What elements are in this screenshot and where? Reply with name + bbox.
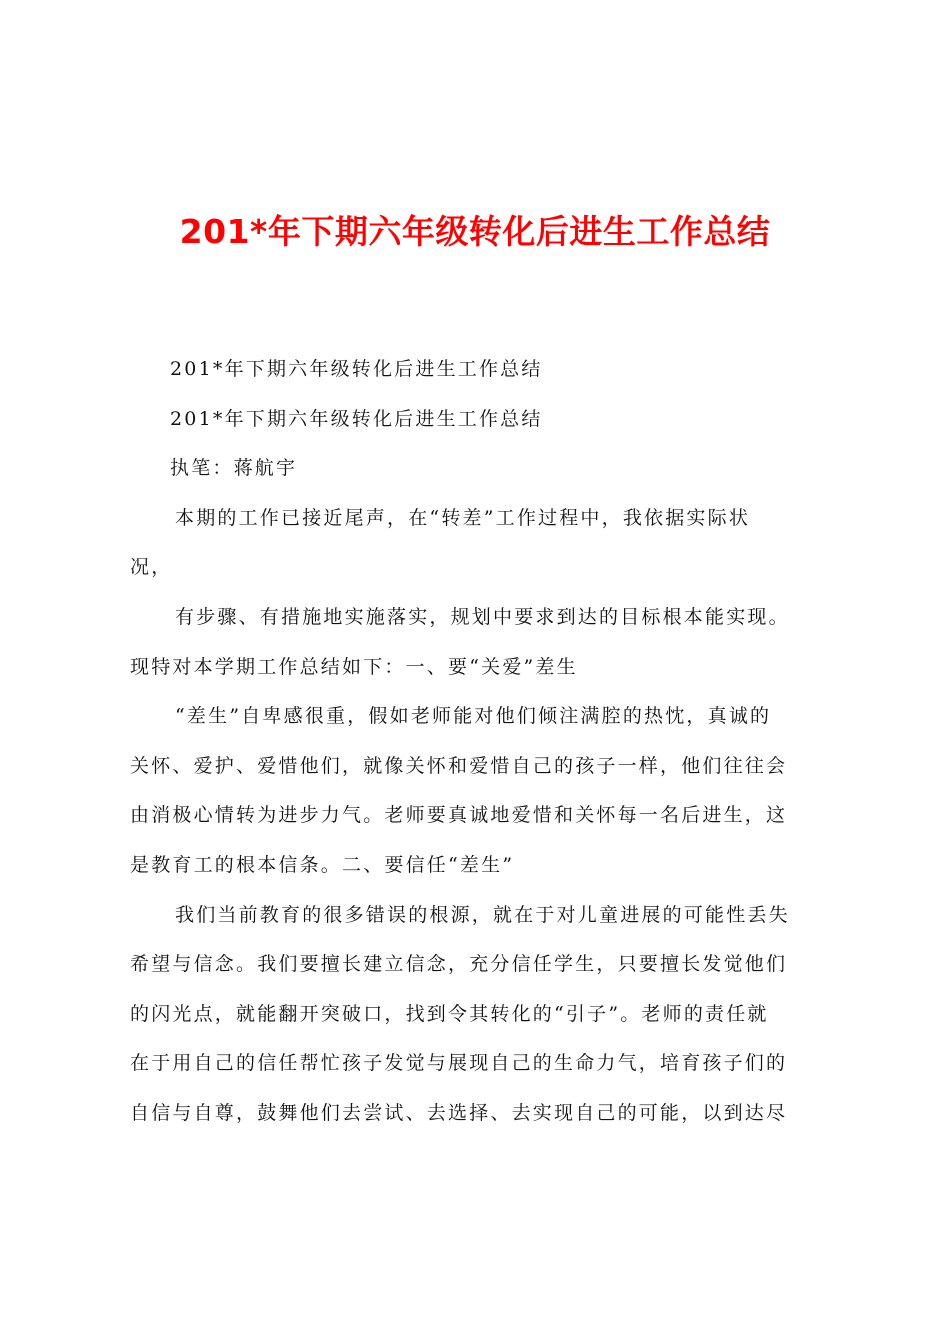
body-line: 况，: [130, 556, 173, 579]
document-body: [130, 345, 830, 1139]
body-line: 我们当前教育的很多错误的根源，就在于对儿童进展的可能性丢失: [175, 903, 790, 926]
body-line: 希望与信念。我们要擅长建立信念，充分信任学生，只要擅长发觉他们: [130, 953, 788, 976]
body-line: 由消极心情转为进步力气。老师要真诚地爱惜和关怀每一名后进生，这: [130, 804, 788, 827]
body-line-heading-2: 201*年下期六年级转化后进生工作总结: [170, 407, 543, 430]
body-line-author: 执笔：蒋航宇: [170, 457, 298, 480]
body-line: 在于用自己的信任帮忙孩子发觉与展现自己的生命力气，培育孩子们的: [130, 1052, 788, 1075]
body-line: 的闪光点，就能翻开突破口，找到令其转化的“引子”。老师的责任就: [130, 1002, 769, 1025]
body-line: 是教育工的根本信条。二、要信任“差生”: [130, 853, 515, 876]
body-line: 有步骤、有措施地实施落实，规划中要求到达的目标根本能实现。: [175, 605, 790, 628]
body-line: 关怀、爱护、爱惜他们，就像关怀和爱惜自己的孩子一样，他们往往会: [130, 754, 788, 777]
body-line: 本期的工作已接近尾声，在“转差”工作过程中，我依据实际状: [175, 506, 751, 529]
body-line: 现特对本学期工作总结如下：一、要“关爱”差生: [130, 655, 578, 678]
body-line-heading-1: 201*年下期六年级转化后进生工作总结: [170, 358, 543, 380]
body-line: “差生”自卑感很重，假如老师能对他们倾注满腔的热忱，真诚的: [175, 705, 772, 728]
document-title: 201*年下期六年级转化后进生工作总结: [179, 212, 771, 251]
body-line: 自信与自尊，鼓舞他们去尝试、去选择、去实现自己的可能，以到达尽: [130, 1101, 788, 1124]
